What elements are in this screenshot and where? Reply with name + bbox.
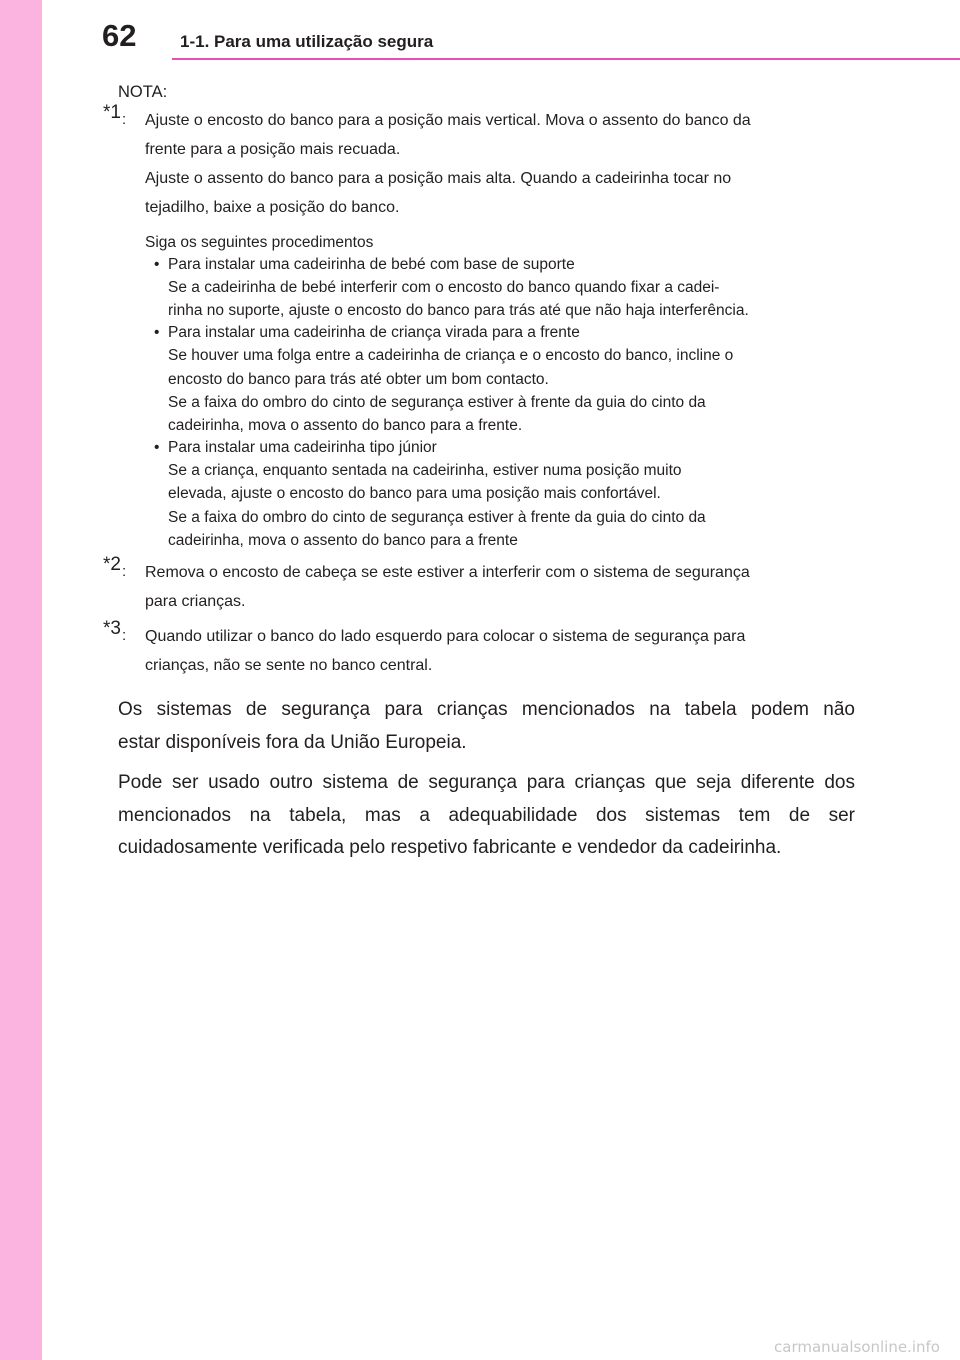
procedure-list <box>145 254 855 552</box>
note-1 <box>103 102 855 552</box>
bullet-line: encosto do banco para trás até obter um bom contacto. <box>168 370 549 388</box>
body-line: Os sistemas de segurança para crianças mencionados na tabela podem não <box>118 699 855 721</box>
bullet-label: Para instalar uma cadeirinha de bebé com base de suporte <box>168 256 575 273</box>
body-line: mencionados na tabela, mas a adequabilidade dos sistemas tem de ser <box>118 804 855 826</box>
bullet-line: cadeirinha, mova o assento do banco para a frente <box>168 531 518 549</box>
page-header <box>42 0 960 70</box>
note-marker: $*2_:$ <box>103 554 127 581</box>
body-line: cuidadosamente verificada pelo respetivo fabricante e vendedor da cadeirinha. <box>118 837 782 859</box>
bullet-line: Se a criança, enquanto sentada na cadeirinha, estiver numa posição muito <box>168 462 682 480</box>
body-paragraph <box>118 694 855 759</box>
bullet-line: Se a faixa do ombro do cinto de segurança estiver à frente da guia do cinto da <box>168 508 706 526</box>
note-3 <box>103 618 855 680</box>
note-line: Ajuste o assento do banco para a posição mais alta. Quando a cadeirinha tocar no <box>145 170 732 187</box>
nota-heading: NOTA: <box>118 83 168 101</box>
note-marker: $*3_:$ <box>103 618 127 645</box>
bullet-line: Se a faixa do ombro do cinto de segurança estiver à frente da guia do cinto da <box>168 393 706 411</box>
body-line: estar disponíveis fora da União Europeia. <box>118 731 467 753</box>
bullet-line: Se houver uma folga entre a cadeirinha de criança e o encosto do banco, incline o <box>168 347 734 365</box>
note-line: crianças, não se sente no banco central. <box>145 657 433 675</box>
procedure-intro: Siga os seguintes procedimentos <box>145 234 374 251</box>
bullet-icon: • <box>154 324 160 342</box>
list-item <box>145 437 855 552</box>
bullet-line: elevada, ajuste o encosto do banco para uma posição mais confortável. <box>168 485 661 503</box>
section-title: 1-1. Para uma utilização segura <box>180 32 434 51</box>
page-number: 62 <box>102 18 137 53</box>
note-2 <box>103 554 855 616</box>
note-line: para crianças. <box>145 593 246 611</box>
note-marker: $*1_:$ <box>103 102 127 128</box>
bullet-line: Se a cadeirinha de bebé interferir com o encosto do banco quando fixar a cadei- <box>168 279 720 296</box>
note-line: Quando utilizar o banco do lado esquerdo para colocar o sistema de segurança para <box>145 628 746 646</box>
procedure-block <box>145 232 855 552</box>
bullet-label: Para instalar uma cadeirinha de criança virada para a frente <box>168 324 580 342</box>
bullet-icon: • <box>154 256 160 273</box>
list-item <box>145 254 855 322</box>
side-color-band <box>0 0 42 1360</box>
note-line: Remova o encosto de cabeça se este estiver a interferir com o sistema de segurança <box>145 564 750 582</box>
body-line: Pode ser usado outro sistema de segurança para crianças que seja diferente dos <box>118 772 855 794</box>
list-item <box>145 322 855 437</box>
bullet-label: Para instalar uma cadeirinha tipo júnior <box>168 439 437 457</box>
header-rule <box>172 58 960 60</box>
note-line: tejadilho, baixe a posição do banco. <box>145 199 400 216</box>
bullet-line: cadeirinha, mova o assento do banco para a frente. <box>168 417 523 435</box>
note-line: Ajuste o encosto do banco para a posição mais vertical. Mova o assento do banco da <box>145 112 751 129</box>
bullet-line: rinha no suporte, ajuste o encosto do banco para trás até que não haja interferência. <box>168 302 749 320</box>
page-content <box>103 80 855 865</box>
watermark: carmanualsonline.info <box>774 1338 940 1356</box>
body-paragraph <box>118 767 855 865</box>
bullet-icon: • <box>154 439 160 457</box>
note-line: frente para a posição mais recuada. <box>145 141 401 158</box>
